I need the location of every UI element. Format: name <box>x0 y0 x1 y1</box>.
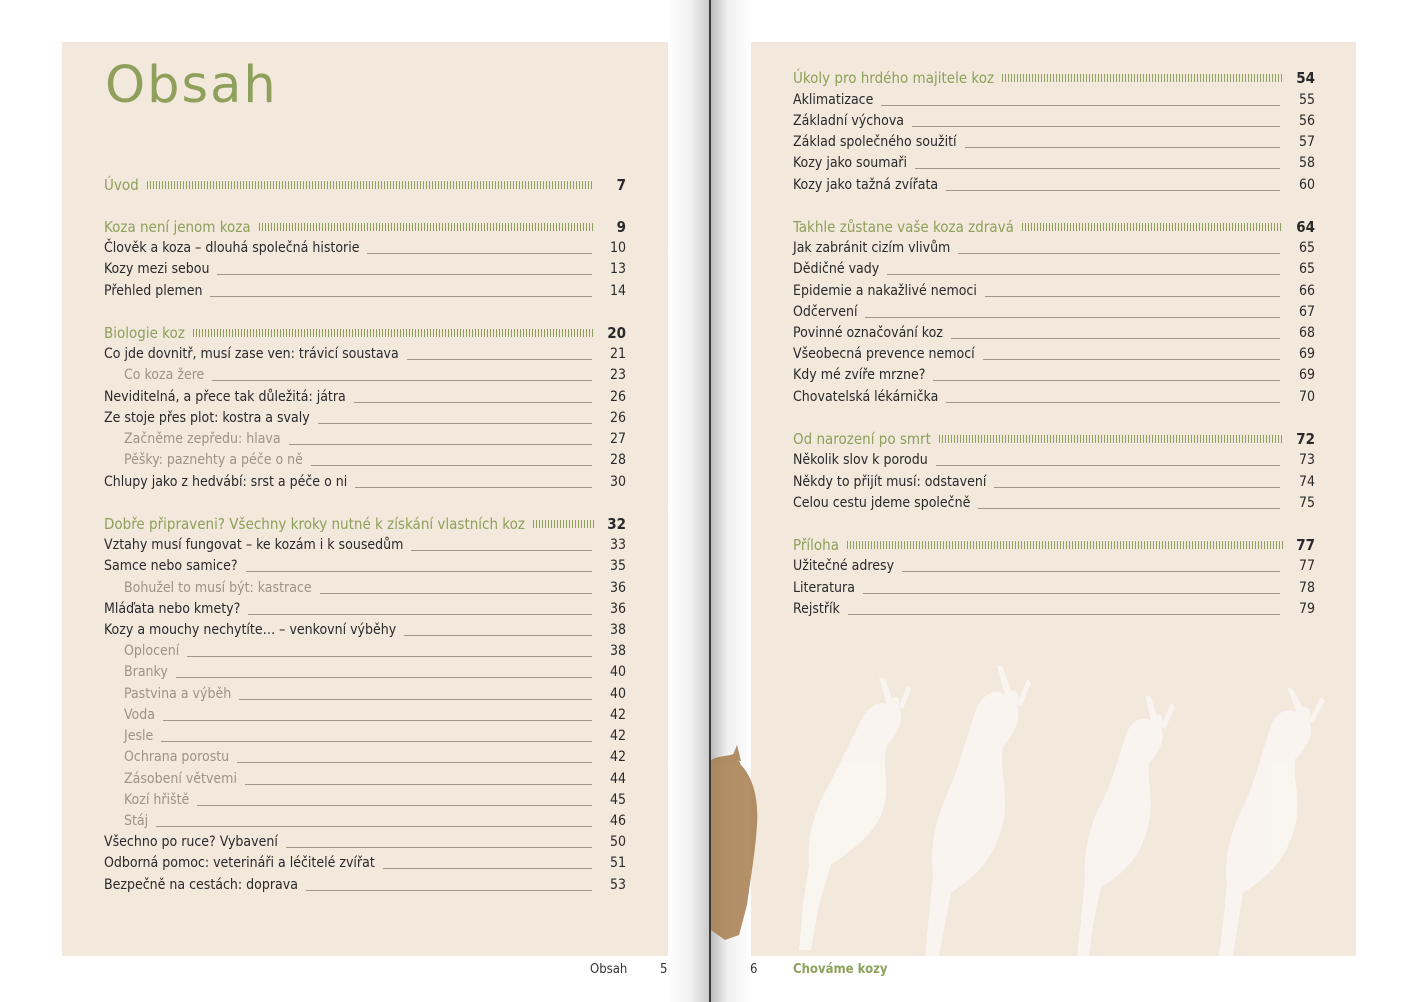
toc-leader <box>147 181 594 189</box>
toc-entry-title: Jak zabránit cizím vlivům <box>793 239 951 256</box>
toc-page-number: 68 <box>1298 324 1315 341</box>
toc-leader <box>212 380 592 381</box>
toc-page-number: 44 <box>609 770 626 787</box>
toc-page-number: 57 <box>1298 133 1315 150</box>
toc-entry-title: Ze stoje přes plot: kostra a svaly <box>104 409 310 426</box>
toc-page-number: 38 <box>609 621 626 638</box>
toc-page-number: 64 <box>1296 217 1315 236</box>
toc-chapter-heading <box>793 428 1315 449</box>
toc-entry-title: Úkoly pro hrdého majitele koz <box>793 68 995 87</box>
toc-leader <box>933 380 1280 381</box>
toc-leader <box>848 614 1280 615</box>
toc-entry <box>793 364 1315 385</box>
toc-page-number: 35 <box>609 557 626 574</box>
toc-entry-title: Chlupy jako z hedvábí: srst a péče o ni <box>104 473 348 490</box>
toc-entry-title: Co jde dovnitř, musí zase ven: trávicí soustava <box>104 345 399 362</box>
toc-entry <box>793 577 1315 598</box>
toc-leader <box>865 317 1280 318</box>
toc-page-number: 53 <box>609 876 626 893</box>
toc-entry-title: Odčervení <box>793 303 858 320</box>
toc-entry-title: Oplocení <box>124 642 180 659</box>
toc-leader <box>983 359 1280 360</box>
toc-entry <box>793 343 1315 364</box>
toc-entry-title: Ochrana porostu <box>124 748 230 765</box>
toc-page-number: 27 <box>609 430 626 447</box>
toc-leader <box>958 253 1280 254</box>
toc-entry-title: Dobře připraveni? Všechny kroky nutné k získání vlastních koz <box>104 514 525 533</box>
toc-page-number: 10 <box>609 239 626 256</box>
toc-entry-title: Několik slov k porodu <box>793 451 928 468</box>
toc-subentry <box>104 640 626 661</box>
toc-entry <box>793 280 1315 301</box>
toc-page-number: 66 <box>1298 282 1315 299</box>
toc-entry-title: Člověk a koza – dlouhá společná historie <box>104 239 360 256</box>
toc-page-number: 60 <box>1298 176 1315 193</box>
toc-entry <box>793 174 1315 195</box>
toc-page-number: 20 <box>607 323 626 342</box>
toc-page-number: 46 <box>609 812 626 829</box>
toc-entry-title: Jesle <box>124 727 154 744</box>
toc-entry <box>793 301 1315 322</box>
toc-entry-title: Dědičné vady <box>793 260 880 277</box>
toc-page-number: 55 <box>1298 91 1315 108</box>
toc-leader <box>306 890 592 891</box>
toc-entry <box>104 343 626 364</box>
toc-subentry <box>104 428 626 449</box>
toc-leader <box>965 147 1280 148</box>
toc-entry-title: Všeobecná prevence nemocí <box>793 345 975 362</box>
toc-leader <box>847 541 1283 549</box>
gutter-shadow-left <box>668 0 710 1002</box>
toc-leader <box>311 465 592 466</box>
toc-page-number: 13 <box>609 260 626 277</box>
toc-leader <box>985 296 1280 297</box>
toc-entry-title: Od narození po smrt <box>793 429 931 448</box>
goat-3 <box>1077 695 1175 956</box>
toc-entry-title: Začněme zepředu: hlava <box>124 430 281 447</box>
toc-subentry <box>104 683 626 704</box>
toc-entry-title: Epidemie a nakažlivé nemoci <box>793 282 977 299</box>
toc-page-number: 42 <box>609 706 626 723</box>
toc-page-number: 69 <box>1298 366 1315 383</box>
toc-leader <box>978 508 1280 509</box>
toc-entry-title: Přehled plemen <box>104 282 203 299</box>
toc-leader <box>354 402 592 403</box>
toc-page-number: 36 <box>609 579 626 596</box>
toc-leader <box>951 338 1280 339</box>
toc-subentry <box>104 725 626 746</box>
toc-page-number: 21 <box>609 345 626 362</box>
toc-entry <box>793 322 1315 343</box>
toc-entry <box>104 258 626 279</box>
toc-page-number: 32 <box>607 514 626 533</box>
toc-entry-title: Co koza žere <box>124 366 205 383</box>
toc-entry-title: Vztahy musí fungovat – ke kozám i k sousedům <box>104 536 404 553</box>
toc-leader <box>156 826 592 827</box>
toc-leader <box>946 402 1280 403</box>
toc-entry-title: Bezpečně na cestách: doprava <box>104 876 298 893</box>
toc-entry <box>793 598 1315 619</box>
toc-chapter-heading <box>793 67 1315 88</box>
toc-leader <box>320 593 592 594</box>
toc-leader <box>383 868 592 869</box>
toc-page-number: 65 <box>1298 260 1315 277</box>
toc-entry-title: Základ společného soužití <box>793 133 957 150</box>
white-goats-silhouettes <box>799 665 1325 956</box>
toc-subentry <box>104 768 626 789</box>
toc-entry <box>793 386 1315 407</box>
toc-leader <box>367 253 592 254</box>
goat-2 <box>925 665 1031 956</box>
toc-page-number: 75 <box>1298 494 1315 511</box>
toc-entry-title: Kozy a mouchy nechytíte… – venkovní výběhy <box>104 621 397 638</box>
toc-entry-title: Pastvina a výběh <box>124 685 232 702</box>
toc-leader <box>1022 223 1283 231</box>
toc-leader <box>936 465 1280 466</box>
toc-page-number: 74 <box>1298 473 1315 490</box>
footer-left-label: Obsah <box>590 962 628 977</box>
toc-entry <box>104 874 626 895</box>
toc-chapter-heading <box>793 534 1315 555</box>
toc-entry <box>793 89 1315 110</box>
toc-subentry <box>104 704 626 725</box>
toc-page-number: 54 <box>1296 68 1315 87</box>
toc-entry-title: Kozy mezi sebou <box>104 260 210 277</box>
toc-leader <box>863 593 1280 594</box>
toc-entry-title: Příloha <box>793 535 839 554</box>
toc-entry <box>104 598 626 619</box>
toc-entry <box>104 555 626 576</box>
footer-right-label: Chováme kozy <box>793 962 888 977</box>
toc-leader <box>912 126 1280 127</box>
toc-entry-title: Celou cestu jdeme společně <box>793 494 971 511</box>
goat-4 <box>1219 687 1325 956</box>
toc-page-number: 30 <box>609 473 626 490</box>
toc-page-number: 70 <box>1298 388 1315 405</box>
toc-entry-title: Úvod <box>104 175 139 194</box>
toc-entry-title: Koza není jenom koza <box>104 217 251 236</box>
toc-entry-title: Branky <box>124 663 168 680</box>
toc-page-number: 40 <box>609 663 626 680</box>
toc-entry <box>793 471 1315 492</box>
toc-entry <box>793 492 1315 513</box>
toc-chapter-heading <box>104 174 626 195</box>
toc-leader <box>246 571 592 572</box>
toc-page-number: 33 <box>609 536 626 553</box>
toc-entry-title: Chovatelská lékárnička <box>793 388 939 405</box>
toc-leader <box>533 520 594 528</box>
toc-entry-title: Mláďata nebo kmety? <box>104 600 241 617</box>
toc-entry-title: Pěšky: paznehty a péče o ně <box>124 451 303 468</box>
toc-entry-title: Všechno po ruce? Vybavení <box>104 833 278 850</box>
toc-subentry <box>104 364 626 385</box>
toc-page-number: 51 <box>609 854 626 871</box>
toc-leader <box>939 435 1283 443</box>
toc-leader <box>318 423 592 424</box>
toc-entry <box>104 280 626 301</box>
toc-entry-title: Bohužel to musí být: kastrace <box>124 579 312 596</box>
toc-entry-title: Takhle zůstane vaše koza zdravá <box>793 217 1014 236</box>
toc-leader <box>239 699 592 700</box>
page-title: Obsah <box>105 56 278 115</box>
toc-entry <box>793 449 1315 470</box>
goats-illustration <box>711 665 1356 956</box>
toc-entry-title: Stáj <box>124 812 149 829</box>
toc-leader <box>187 656 592 657</box>
toc-entry-title: Rejstřík <box>793 600 840 617</box>
toc-subentry <box>104 789 626 810</box>
toc-page-number: 56 <box>1298 112 1315 129</box>
toc-entry-title: Kozy jako tažná zvířata <box>793 176 939 193</box>
toc-leader <box>245 784 592 785</box>
toc-entry-title: Zásobení větvemi <box>124 770 237 787</box>
toc-leader <box>411 550 592 551</box>
toc-entry <box>793 152 1315 173</box>
toc-subentry <box>104 449 626 470</box>
toc-leader <box>404 635 592 636</box>
toc-entry-title: Povinné označování koz <box>793 324 943 341</box>
toc-page-number: 36 <box>609 600 626 617</box>
toc-page-number: 79 <box>1298 600 1315 617</box>
toc-subentry <box>104 577 626 598</box>
toc-subentry <box>104 661 626 682</box>
toc-leader <box>902 571 1280 572</box>
toc-chapter-heading <box>793 216 1315 237</box>
toc-page-number: 28 <box>609 451 626 468</box>
toc-page-number: 42 <box>609 748 626 765</box>
toc-page-number: 72 <box>1296 429 1315 448</box>
toc-entry <box>793 258 1315 279</box>
toc-entry-title: Kdy mé zvíře mrzne? <box>793 366 926 383</box>
toc-chapter-heading <box>104 513 626 534</box>
toc-page-number: 58 <box>1298 154 1315 171</box>
toc-leader <box>994 487 1280 488</box>
toc-chapter-heading <box>104 216 626 237</box>
toc-page-number: 26 <box>609 409 626 426</box>
toc-leader <box>237 762 592 763</box>
toc-chapter-heading <box>104 322 626 343</box>
toc-entry <box>104 407 626 428</box>
toc-page-number: 50 <box>609 833 626 850</box>
toc-leader <box>286 847 592 848</box>
toc-page-number: 38 <box>609 642 626 659</box>
toc-entry-title: Kozy jako soumaři <box>793 154 907 171</box>
toc-entry <box>793 110 1315 131</box>
toc-entry-title: Samce nebo samice? <box>104 557 238 574</box>
toc-entry-title: Biologie koz <box>104 323 185 342</box>
toc-entry-title: Aklimatizace <box>793 91 874 108</box>
toc-leader <box>248 614 592 615</box>
toc-page-number: 78 <box>1298 579 1315 596</box>
toc-entry-title: Někdy to přijít musí: odstavení <box>793 473 987 490</box>
toc-page-number: 77 <box>1296 535 1315 554</box>
toc-entry-title: Neviditelná, a přece tak důležitá: játra <box>104 388 346 405</box>
toc-page-number: 67 <box>1298 303 1315 320</box>
toc-entry <box>104 619 626 640</box>
toc-entry <box>104 852 626 873</box>
toc-entry <box>793 555 1315 576</box>
toc-subentry <box>104 746 626 767</box>
toc-leader <box>355 487 592 488</box>
toc-page-number: 77 <box>1298 557 1315 574</box>
toc-page-number: 69 <box>1298 345 1315 362</box>
toc-entry-title: Literatura <box>793 579 855 596</box>
toc-entry <box>104 386 626 407</box>
toc-entry <box>793 131 1315 152</box>
toc-entry-title: Základní výchova <box>793 112 905 129</box>
toc-entry <box>793 237 1315 258</box>
toc-leader <box>915 168 1280 169</box>
toc-page-number: 42 <box>609 727 626 744</box>
footer-left-page-number: 5 <box>660 962 668 977</box>
toc-entry <box>104 471 626 492</box>
toc-page-number: 26 <box>609 388 626 405</box>
toc-leader <box>193 329 594 337</box>
toc-leader <box>217 274 592 275</box>
toc-leader <box>289 444 592 445</box>
toc-subentry <box>104 810 626 831</box>
toc-leader <box>210 296 592 297</box>
goat-1 <box>799 677 911 950</box>
toc-leader <box>176 677 592 678</box>
toc-page-number: 73 <box>1298 451 1315 468</box>
toc-leader <box>887 274 1280 275</box>
toc-leader <box>881 105 1280 106</box>
footer-right-page-number: 6 <box>750 962 758 977</box>
toc-leader <box>259 223 594 231</box>
toc-entry <box>104 831 626 852</box>
toc-page-number: 40 <box>609 685 626 702</box>
toc-leader <box>161 741 592 742</box>
toc-entry-title: Užitečné adresy <box>793 557 895 574</box>
toc-entry <box>104 534 626 555</box>
toc-entry <box>104 237 626 258</box>
toc-page-number: 7 <box>616 175 626 194</box>
toc-entry-title: Voda <box>124 706 155 723</box>
toc-entry-title: Odborná pomoc: veterináři a léčitelé zvířat <box>104 854 375 871</box>
brown-goat-silhouette <box>711 745 757 940</box>
toc-leader <box>1002 74 1283 82</box>
toc-page-number: 23 <box>609 366 626 383</box>
toc-leader <box>163 720 592 721</box>
toc-leader <box>946 190 1280 191</box>
toc-leader <box>407 359 592 360</box>
toc-page-number: 45 <box>609 791 626 808</box>
toc-leader <box>197 805 592 806</box>
toc-entry-title: Kozí hřiště <box>124 791 190 808</box>
toc-page-number: 14 <box>609 282 626 299</box>
toc-page-number: 9 <box>616 217 626 236</box>
toc-page-number: 65 <box>1298 239 1315 256</box>
